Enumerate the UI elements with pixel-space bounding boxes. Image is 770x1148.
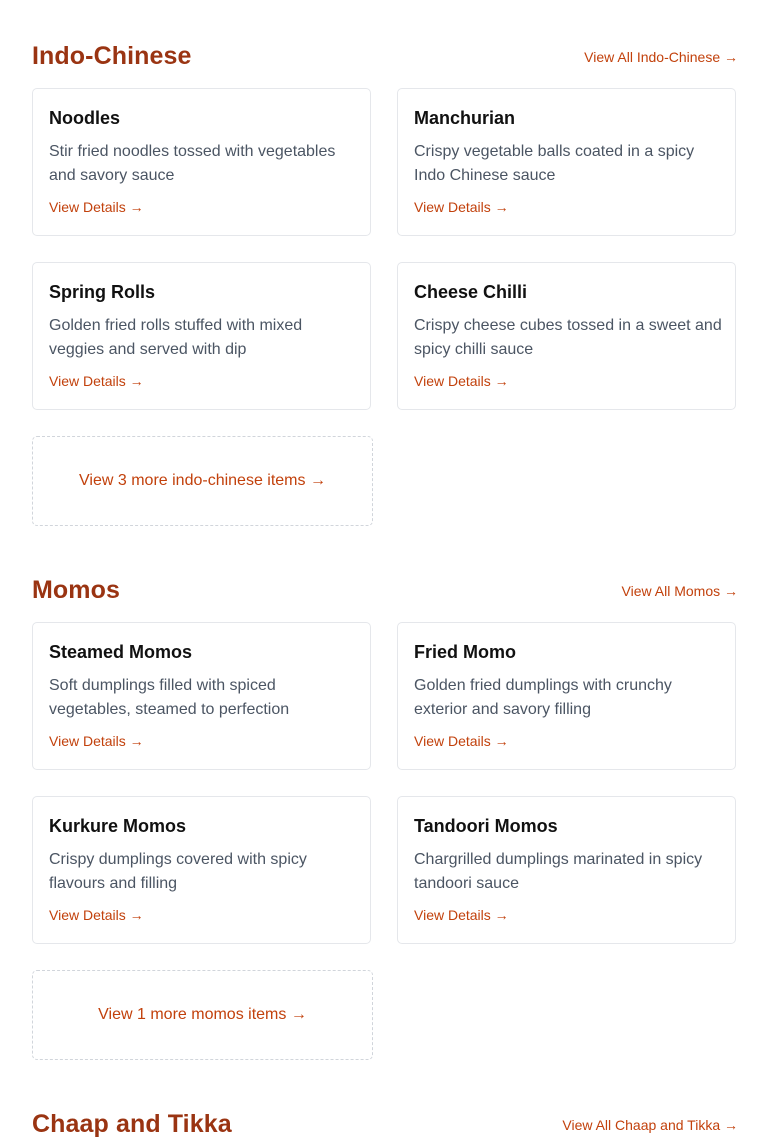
view-details-link[interactable]: View Details → (49, 199, 144, 215)
section-header (32, 40, 738, 80)
section-header (32, 574, 738, 614)
view-details-link[interactable]: View Details → (49, 373, 144, 389)
view-details-link[interactable]: View Details → (49, 733, 144, 749)
item-name: Tandoori Momos (414, 816, 558, 836)
item-name: Manchurian (414, 108, 516, 128)
section-title: Momos (32, 576, 120, 604)
menu-item-card[interactable] (397, 796, 736, 944)
section-chaap-and-tikka (32, 1108, 738, 1148)
section-momos (32, 574, 738, 1023)
section-header (32, 1108, 738, 1148)
item-description: Crispy cheese cubes tossed in a sweet and spicy chilli sauce (414, 317, 722, 358)
item-name: Noodles (49, 108, 121, 128)
view-details-link[interactable]: View Details → (414, 907, 509, 923)
menu-item-card[interactable] (32, 796, 371, 944)
view-all-indo-chinese-link[interactable]: View All Indo-Chinese → (584, 49, 738, 65)
item-description: Golden fried rolls stuffed with mixed veggies and served with dip (49, 317, 303, 358)
view-details-link[interactable]: View Details → (49, 907, 144, 923)
view-details-link[interactable]: View Details → (414, 373, 509, 389)
menu-item-card[interactable] (397, 88, 736, 236)
section-indo-chinese (32, 40, 738, 489)
item-description: Crispy vegetable balls coated in a spicy Indo Chinese sauce (414, 143, 695, 184)
item-name: Steamed Momos (49, 642, 193, 662)
item-description: Golden fried dumplings with crunchy exterior and savory filling (414, 677, 672, 718)
item-description: Crispy dumplings covered with spicy flavours and filling (49, 851, 307, 892)
menu-item-card[interactable] (32, 262, 371, 410)
view-all-momos-link[interactable]: View All Momos → (621, 583, 738, 599)
item-name: Spring Rolls (49, 282, 156, 302)
menu-item-card[interactable] (397, 262, 736, 410)
view-details-link[interactable]: View Details → (414, 733, 509, 749)
view-more-momos-button[interactable]: View 1 more momos items → (32, 970, 373, 1060)
item-description: Stir fried noodles tossed with vegetables and savory sauce (49, 143, 336, 184)
item-description: Chargrilled dumplings marinated in spicy tandoori sauce (414, 851, 703, 892)
section-title: Indo-Chinese (32, 42, 192, 70)
section-title: Chaap and Tikka (32, 1110, 232, 1138)
item-description: Soft dumplings filled with spiced vegetables, steamed to perfection (49, 677, 290, 718)
menu-item-card[interactable] (32, 622, 371, 770)
item-name: Kurkure Momos (49, 816, 187, 836)
menu-item-card[interactable] (397, 622, 736, 770)
view-all-chaap-and-tikka-link[interactable]: View All Chaap and Tikka → (562, 1117, 738, 1133)
item-name: Cheese Chilli (414, 282, 528, 302)
view-more-indo-chinese-button[interactable]: View 3 more indo-chinese items → (32, 436, 373, 526)
item-name: Fried Momo (414, 642, 516, 662)
view-details-link[interactable]: View Details → (414, 199, 509, 215)
menu-item-card[interactable] (32, 88, 371, 236)
